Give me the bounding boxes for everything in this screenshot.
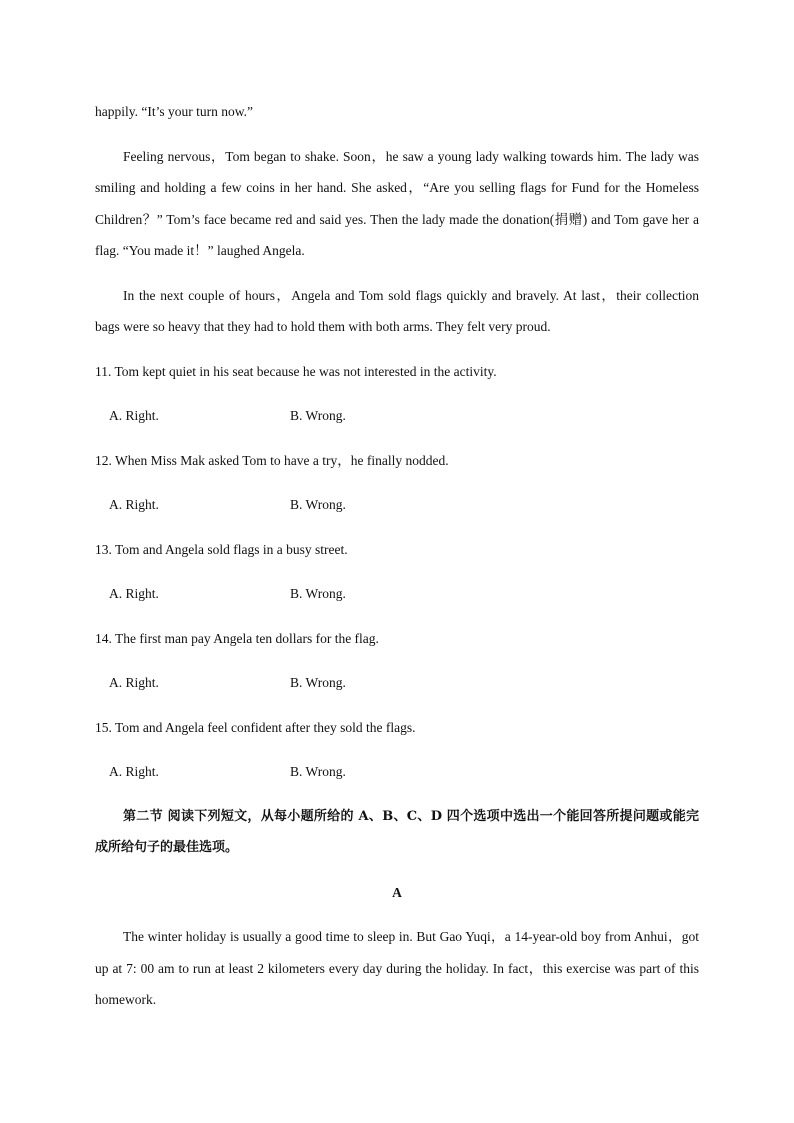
question-13 <box>95 534 699 610</box>
passage-paragraph: In the next couple of hours，Angela and Tom sold flags quickly and bravely. At last，their collection bags were so heavy that they had to hold them with both arms. They felt very proud. <box>95 287 699 334</box>
passage-label: A <box>392 884 402 900</box>
question-text: 12. When Miss Mak asked Tom to have a try，he finally nodded. <box>95 452 449 468</box>
question-options <box>95 756 699 788</box>
option-b: B. Wrong. <box>290 675 346 690</box>
option-b: B. Wrong. <box>290 764 346 779</box>
option-b: B. Wrong. <box>290 586 346 601</box>
passage-line: happily. “It’s your turn now.” <box>95 104 253 119</box>
option-a: A. Right. <box>109 675 159 690</box>
option-a: A. Right. <box>109 586 159 601</box>
option-a: A. Right. <box>109 408 159 423</box>
question-text: 15. Tom and Angela feel confident after they sold the flags. <box>95 719 416 735</box>
question-text: 13. Tom and Angela sold flags in a busy street. <box>95 541 348 557</box>
question-options <box>95 400 699 432</box>
question-14 <box>95 623 699 699</box>
option-a: A. Right. <box>109 497 159 512</box>
option-b: B. Wrong. <box>290 497 346 512</box>
passage-paragraph: Feeling nervous，Tom began to shake. Soon，he saw a young lady walking towards him. The lady was smiling and holding a few coins in her hand. She asked，“Are you selling flags for Fund for the Homeless Children？” Tom’s face became red and said yes. Then the lady made the donation(捐赠) and Tom gave her a flag. “You made it！” laughed Angela. <box>95 148 699 258</box>
question-text: 11. Tom kept quiet in his seat because he was not interested in the activity. <box>95 363 497 379</box>
question-15 <box>95 712 699 788</box>
question-11 <box>95 356 699 432</box>
question-options <box>95 667 699 699</box>
question-options <box>95 578 699 610</box>
option-b: B. Wrong. <box>290 408 346 423</box>
section-instruction: 第二节 阅读下列短文，从每小题所给的 A、B、C、D 四个选项中选出一个能回答所提问题或能完成所给句子的最佳选项。 <box>95 808 699 855</box>
exam-page <box>95 96 699 1029</box>
question-options <box>95 489 699 521</box>
question-12 <box>95 445 699 521</box>
passage-paragraph: The winter holiday is usually a good time to sleep in. But Gao Yuqi，a 14-year-old boy from Anhui，got up at 7: 00 am to run at least 2 kilometers every day during the holiday. In fact，this exercise was part of this homework. <box>95 929 699 1007</box>
question-text: 14. The first man pay Angela ten dollars for the flag. <box>95 630 379 646</box>
option-a: A. Right. <box>109 764 159 779</box>
